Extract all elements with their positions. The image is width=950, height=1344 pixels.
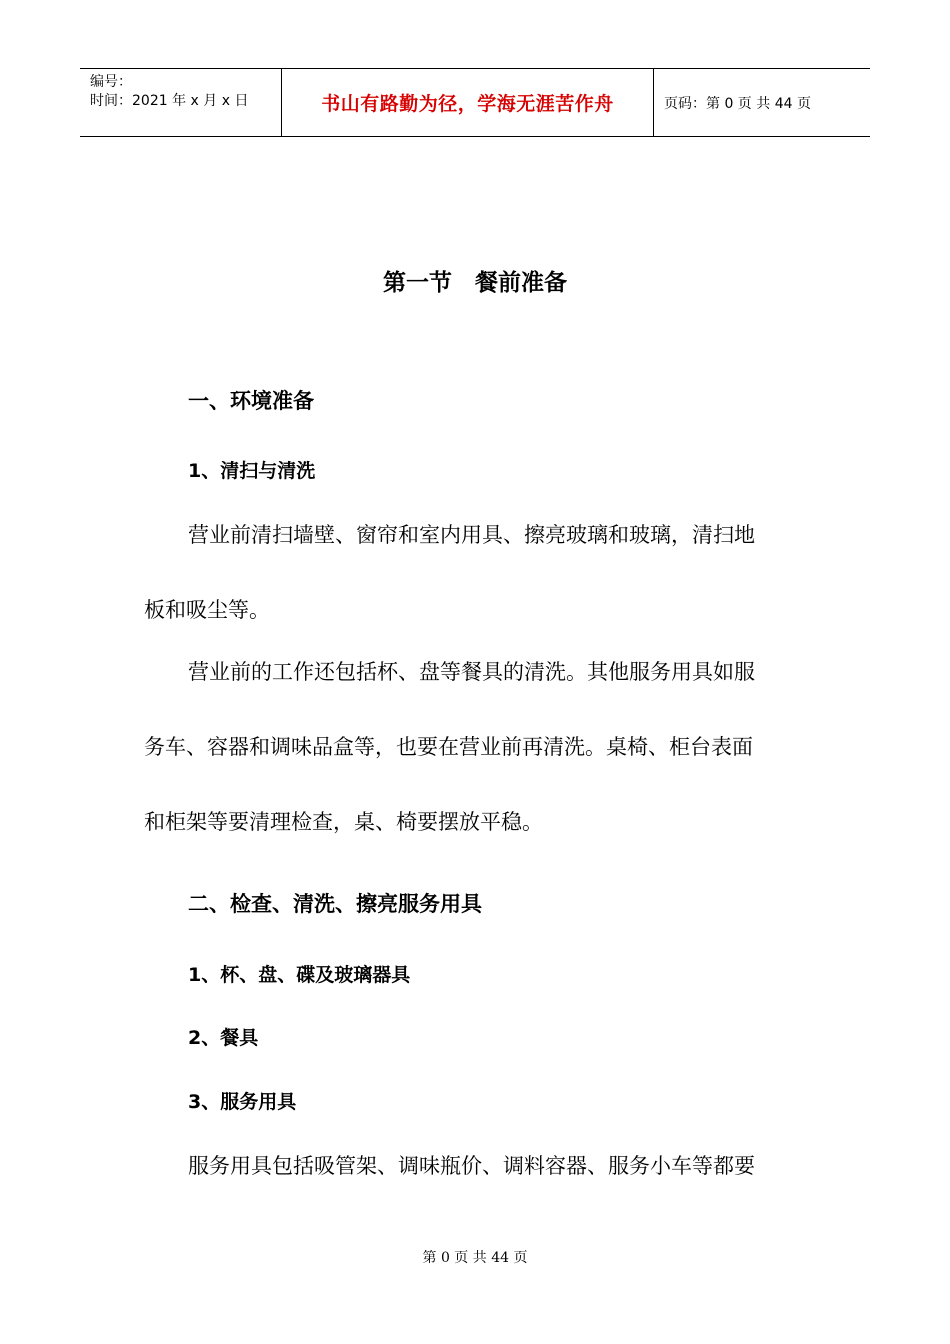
- paragraph-line: 和柜架等要清理检查，桌、椅要摆放平稳。: [144, 810, 543, 834]
- page-header: [80, 68, 870, 137]
- header-motto: 书山有路勤为径，学海无涯苦作舟: [281, 69, 654, 136]
- page-footer: 第 0 页 共 44 页: [422, 1250, 528, 1266]
- subheading-cleaning: 1、清扫与清洗: [188, 460, 316, 482]
- header-left-cell: [80, 69, 281, 136]
- time-label: 时间：2021 年 x 月 x 日: [90, 93, 249, 109]
- page-title: 第一节 餐前准备: [383, 270, 567, 296]
- paragraph-line: 服务用具包括吸管架、调味瓶价、调料容器、服务小车等都要: [188, 1154, 755, 1178]
- paragraph-line: 板和吸尘等。: [144, 598, 270, 622]
- paragraph-line: 营业前清扫墙壁、窗帘和室内用具、擦亮玻璃和玻璃，清扫地: [188, 523, 755, 547]
- paragraph-line: 务车、容器和调味品盒等，也要在营业前再清洗。桌椅、柜台表面: [144, 735, 753, 759]
- header-page-info: 页码：第 0 页 共 44 页: [664, 95, 811, 112]
- subheading-service-utensils: 3、服务用具: [188, 1091, 297, 1113]
- section-heading-environment: 一、环境准备: [188, 389, 314, 413]
- paragraph-line: 营业前的工作还包括杯、盘等餐具的清洗。其他服务用具如服: [188, 660, 755, 684]
- subheading-tableware: 2、餐具: [188, 1027, 259, 1049]
- section-heading-service-tools: 二、检查、清洗、擦亮服务用具: [188, 892, 482, 916]
- subheading-cups-plates: 1、杯、盘、碟及玻璃器具: [188, 964, 411, 986]
- number-label: 编号：: [90, 74, 132, 90]
